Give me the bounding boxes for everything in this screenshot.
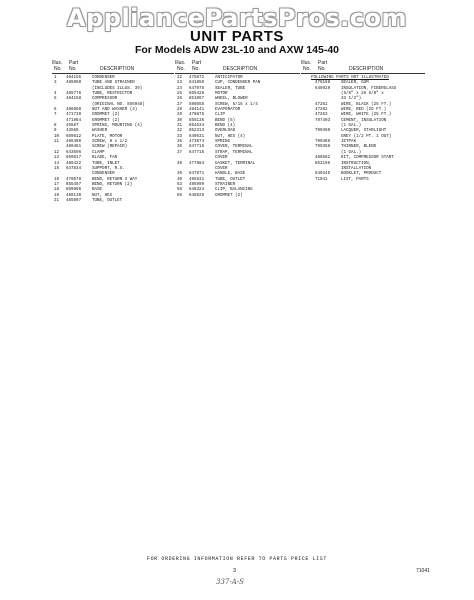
- illus-number: 8: [54, 124, 57, 129]
- part-description: STRAINER: [215, 182, 236, 187]
- part-description: CLAMP: [92, 150, 105, 155]
- part-number: 486422: [66, 161, 82, 166]
- part-description: GROMMET (2): [92, 113, 120, 118]
- part-number: 799356: [315, 145, 331, 150]
- column-header: [175, 60, 300, 74]
- part-description: BASE: [92, 188, 103, 193]
- parts-column-2: [175, 60, 300, 199]
- part-description: CUP, CONDENSER PAN: [215, 81, 261, 86]
- illus-number: 29: [177, 113, 183, 118]
- part-description: HANDLE, BASE: [215, 172, 246, 177]
- illus-number: 23: [177, 81, 183, 86]
- illus-number: 21: [54, 198, 60, 203]
- part-number: 485897: [66, 198, 82, 203]
- illus-number: 35: [177, 140, 183, 145]
- illus-number: 27: [177, 102, 183, 107]
- document-number: 71041: [416, 568, 430, 574]
- column-header: [52, 60, 174, 74]
- header-illus: Illus.: [301, 60, 312, 66]
- part-description: (5/8" x 26 5/8" x: [341, 92, 384, 97]
- part-description: THINNER, BLEND: [341, 145, 377, 150]
- header-description: DESCRIPTION: [349, 66, 384, 72]
- part-description: INSTALLATION: [341, 166, 372, 171]
- parts-list: [52, 76, 174, 204]
- part-number: 851067: [189, 97, 205, 102]
- part-number: 648929: [189, 193, 205, 198]
- part-number: 647971: [189, 172, 205, 177]
- part-description: JETPAK: [341, 140, 357, 145]
- part-number: 47263: [315, 113, 328, 118]
- part-description: COVER, TERMINAL: [215, 145, 253, 150]
- section-heading: FOLLOWING PARTS NOT ILLUSTRATED: [311, 76, 389, 80]
- part-description: GREY (1/2 PT. 1 OUT): [341, 134, 392, 139]
- part-number: 495999: [189, 182, 205, 187]
- part-number: 855426: [189, 92, 205, 97]
- illus-number: 4: [54, 92, 57, 97]
- header-illus: Illus.: [52, 60, 63, 66]
- part-number: 797403: [315, 118, 331, 123]
- header-illus: Illus.: [175, 60, 186, 66]
- page-number: 3: [233, 568, 237, 574]
- header-part: Part: [318, 60, 328, 66]
- part-description: COVER: [215, 156, 228, 161]
- part-description: (ORIGINAL NO. 856948): [92, 102, 145, 107]
- part-number: 71041: [315, 177, 328, 182]
- part-description: INSULATION, FIBERGLASS: [341, 86, 397, 91]
- parts-list: [175, 76, 300, 199]
- part-number: 471739: [66, 113, 82, 118]
- part-description: TUBE, RESTRICTOR: [92, 92, 133, 97]
- part-number: 669617: [66, 156, 82, 161]
- part-number: 47261: [315, 102, 328, 107]
- illus-number: 13: [54, 156, 60, 161]
- part-description: STRAP, TERMINAL: [215, 150, 253, 155]
- part-description: NUT, HEX (4): [215, 134, 246, 139]
- part-description: MOTOR: [215, 92, 228, 97]
- illus-number: 26: [177, 97, 183, 102]
- illus-number: 14: [54, 161, 60, 166]
- part-description: PLATE, MOTOR: [92, 134, 123, 139]
- part-number: 852196: [315, 161, 331, 166]
- part-description: GROMMET (2): [92, 118, 120, 123]
- header-no: No.: [192, 66, 200, 72]
- part-number: 484155: [66, 76, 82, 80]
- illus-number: 10: [54, 134, 60, 139]
- site-watermark: AppliancePartsPros.com: [67, 4, 407, 32]
- part-number: 486868: [66, 108, 82, 113]
- part-description: 33 1/2"): [341, 97, 362, 102]
- part-number: 855497: [66, 182, 82, 187]
- illus-number: 16: [54, 177, 60, 182]
- illus-number: 24: [177, 86, 183, 91]
- illus-number: 33: [177, 134, 183, 139]
- part-description: WIRE, BLACK (25 FT.): [341, 102, 392, 107]
- part-description: BOOKLET, PRODUCT: [341, 172, 382, 177]
- part-number: 669812: [66, 134, 82, 139]
- part-number: 599655: [189, 102, 205, 107]
- part-description: (1 GAL.): [341, 150, 362, 155]
- part-number: 799486: [315, 140, 331, 145]
- illus-number: 17: [54, 182, 60, 187]
- illus-number: 5: [54, 97, 57, 102]
- header-no: No.: [318, 66, 326, 72]
- part-description: BEND (5): [215, 118, 236, 123]
- ordering-note: FOR ORDERING INFORMATION REFER TO PARTS PRICE LIST: [146, 556, 328, 562]
- illus-number: 38: [177, 161, 183, 166]
- illus-number: 53: [177, 182, 183, 187]
- illus-number: 56: [177, 193, 183, 198]
- part-description: SCREW, 5/16 x 1/4: [215, 102, 258, 107]
- part-number: 477884: [189, 161, 205, 166]
- part-number: 647715: [189, 150, 205, 155]
- part-description: GASKET, TERMINAL: [215, 161, 256, 166]
- illus-number: 25: [177, 92, 183, 97]
- part-description: CONDENSER: [92, 172, 115, 177]
- illus-number: 1: [54, 76, 57, 80]
- part-description: BEND, RETURN 3 WAY: [92, 177, 138, 182]
- illus-number: 12: [54, 150, 60, 155]
- part-number: 799360: [315, 129, 331, 134]
- part-description: SUPPORT, R.S.: [92, 166, 125, 171]
- part-description: WIRE, RED (25 FT.): [341, 108, 387, 113]
- part-number: 649631: [189, 134, 205, 139]
- part-description: TUBE, OUTLET: [215, 177, 246, 182]
- illus-number: 15: [54, 166, 60, 171]
- illus-number: 28: [177, 108, 183, 113]
- illus-number: 37: [177, 150, 183, 155]
- part-description: WIRE, WHITE (25 FT.): [341, 113, 392, 118]
- parts-row: [52, 199, 174, 204]
- part-description: SCREW, 8 x 1/2: [92, 140, 128, 145]
- illus-number: 19: [54, 193, 60, 198]
- part-description: SCREW (REPAIR): [92, 145, 128, 150]
- part-number: 643696: [66, 150, 82, 155]
- part-number: 852313: [189, 129, 205, 134]
- part-number: 475872: [189, 76, 205, 80]
- part-description: INSTRUCTION,: [341, 161, 372, 166]
- header-no: No.: [303, 66, 311, 72]
- part-number: 485776: [66, 92, 82, 97]
- illus-number: 30: [177, 118, 183, 123]
- part-number: 855136: [189, 118, 205, 123]
- illus-number: 9: [54, 129, 57, 134]
- parts-row: [301, 178, 425, 183]
- part-description: BEND (4): [215, 124, 236, 129]
- part-description: WHEEL, BLOWER: [215, 97, 248, 102]
- part-number: 854634: [189, 124, 205, 129]
- handwritten-note: 337-A-S: [216, 578, 244, 586]
- part-description: CLIP, BALANCING: [215, 188, 253, 193]
- illus-number: 40: [177, 177, 183, 182]
- illus-number: 6: [54, 108, 57, 113]
- page-title: UNIT PARTS: [190, 28, 284, 45]
- part-description: NUT AND WASHER (4): [92, 108, 138, 113]
- illus-number: 7: [54, 113, 57, 118]
- part-description: BLADE, FAN: [92, 156, 118, 161]
- part-number: 476078: [66, 177, 82, 182]
- header-part: Part: [192, 60, 202, 66]
- part-description: ANTICIPATOR: [215, 76, 243, 80]
- part-number: 649929: [315, 86, 331, 91]
- column-header: [301, 60, 425, 74]
- part-description: LACQUER, STARLIGHT: [341, 129, 387, 134]
- part-number: 484141: [189, 108, 205, 113]
- part-number: 476168: [315, 81, 331, 86]
- part-number: 648324: [189, 188, 205, 193]
- illus-number: 11: [54, 140, 60, 145]
- part-description: (1 GAL.): [341, 124, 362, 129]
- part-number: 647834: [66, 166, 82, 171]
- part-number: 473874: [189, 140, 205, 145]
- part-number: 486582: [315, 156, 331, 161]
- part-number: 869896: [66, 188, 82, 193]
- part-number: 45567: [66, 124, 79, 129]
- part-number: 641859: [189, 81, 205, 86]
- part-description: NUT, HEX: [92, 193, 113, 198]
- parts-row: [175, 194, 300, 199]
- part-number: 485631: [189, 177, 205, 182]
- illus-number: 55: [177, 188, 183, 193]
- part-number: 47262: [315, 108, 328, 113]
- part-number: 647975: [189, 86, 205, 91]
- part-description: KIT, COMPRESSOR START: [341, 156, 394, 161]
- part-description: SPRING: [215, 140, 231, 145]
- part-description: CONDENSER: [92, 76, 115, 80]
- illus-number: 39: [177, 172, 183, 177]
- parts-column-3: [301, 60, 425, 183]
- part-number: 647715: [189, 145, 205, 150]
- parts-column-1: [52, 60, 174, 204]
- part-description: WASHER: [92, 129, 108, 134]
- part-description: LIST, PARTS: [341, 177, 369, 182]
- illus-number: 3: [54, 81, 57, 86]
- part-number: 485950: [66, 81, 82, 86]
- header-description: DESCRIPTION: [223, 66, 258, 72]
- part-description: SEALER, TUBE: [215, 86, 246, 91]
- part-description: SEALER, GUM: [341, 81, 369, 86]
- part-number: 478875: [189, 113, 205, 118]
- part-description: TUBE AND STRAINER: [92, 81, 135, 86]
- parts-list: [301, 81, 425, 183]
- illus-number: 18: [54, 188, 60, 193]
- header-description: DESCRIPTION: [100, 66, 135, 72]
- illus-number: 32: [177, 129, 183, 134]
- page-subtitle: For Models ADW 23L-10 and AXW 145-40: [134, 44, 339, 56]
- header-part: Part: [69, 60, 79, 66]
- part-description: TUBE, INLET: [92, 161, 120, 166]
- part-number: 486480: [66, 140, 82, 145]
- header-no: No.: [177, 66, 185, 72]
- header-no: No.: [54, 66, 62, 72]
- part-description: CLIP: [215, 113, 226, 118]
- part-number: 43569: [66, 129, 79, 134]
- part-number: 489481: [66, 145, 82, 150]
- part-number: 471984: [66, 118, 82, 123]
- part-description: TUBE, OUTLET: [92, 198, 123, 203]
- part-description: EVAPORATOR: [215, 108, 241, 113]
- part-number: 649345: [315, 172, 331, 177]
- part-number: 489130: [66, 193, 82, 198]
- part-description: CEMENT, INSULATION: [341, 118, 387, 123]
- illus-number: 22: [177, 76, 183, 80]
- part-description: (INCLUDES ILLUS. 39): [92, 86, 143, 91]
- part-description: SPRING, MOUNTING (4): [92, 124, 143, 129]
- part-description: COMPRESSOR: [92, 97, 118, 102]
- illus-number: 31: [177, 124, 183, 129]
- illus-number: 36: [177, 145, 183, 150]
- part-description: OVERLOAD: [215, 129, 236, 134]
- part-number: 484158: [66, 97, 82, 102]
- header-no: No.: [69, 66, 77, 72]
- part-description: BEND, RETURN (2): [92, 182, 133, 187]
- part-description: GROMMET (2): [215, 193, 243, 198]
- part-description: COVER: [215, 166, 228, 171]
